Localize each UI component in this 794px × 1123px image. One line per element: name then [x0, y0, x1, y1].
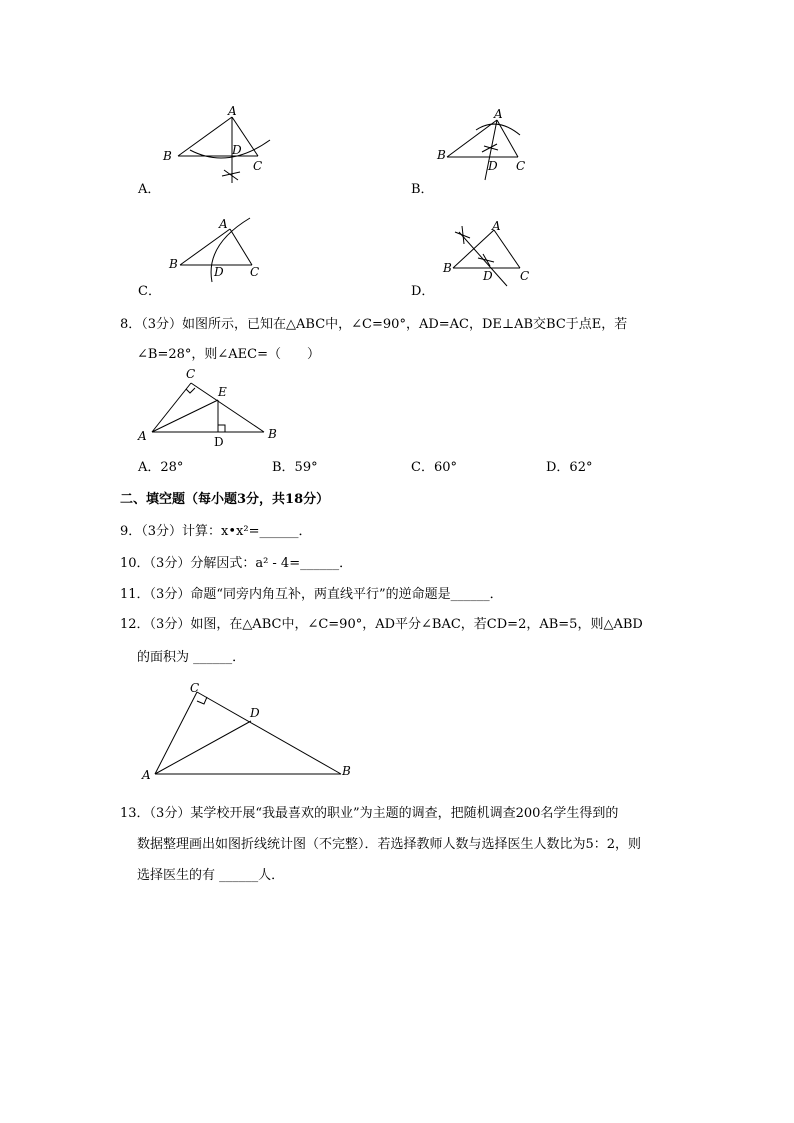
- label-c: C: [186, 367, 196, 381]
- label-d: D: [483, 269, 493, 283]
- option-a-label: A．: [138, 182, 161, 197]
- label-e: E: [218, 385, 227, 399]
- label-a: A: [138, 429, 147, 443]
- label-d: D: [214, 265, 224, 279]
- label-c: C: [520, 269, 530, 283]
- label-a: A: [219, 217, 228, 231]
- option-b-label: B．: [411, 182, 434, 197]
- label-b: B: [169, 257, 178, 271]
- figure-q8: [152, 383, 264, 432]
- q8-choice-b: B．59°: [272, 460, 318, 475]
- label-b: B: [268, 427, 277, 441]
- label-c: C: [250, 265, 260, 279]
- figure-q12: [155, 692, 341, 774]
- label-d: D: [488, 159, 498, 173]
- label-b: B: [443, 261, 452, 275]
- section-title: 二、填空题（每小题3分，共18分）: [120, 492, 330, 507]
- label-c: C: [253, 159, 263, 173]
- label-b: B: [437, 148, 446, 162]
- option-d-label: D．: [411, 284, 435, 299]
- label-a: A: [494, 107, 503, 121]
- q13-text-line2: 数据整理画出如图折线统计图（不完整）．若选择教师人数与选择医生人数比为5：2，则: [137, 837, 642, 852]
- label-b: B: [342, 764, 351, 778]
- label-d: D: [232, 143, 242, 157]
- label-c: C: [190, 681, 200, 695]
- label-b: B: [163, 149, 172, 163]
- q13-text-line3: 选择医生的有 ______人．: [137, 868, 285, 883]
- q8-choice-c: C．60°: [411, 460, 457, 475]
- q8-choice-a: A．28°: [138, 460, 184, 475]
- q13-text-line1: 13．（3分）某学校开展“我最喜欢的职业”为主题的调查，把随机调查200名学生得到的: [120, 806, 619, 821]
- label-d: D: [250, 706, 260, 720]
- option-c-label: C．: [138, 284, 161, 299]
- figure-option-b: [447, 120, 520, 180]
- q8-choice-d: D．62°: [546, 460, 593, 475]
- q12-text-line2: 的面积为 ______．: [137, 650, 246, 665]
- label-a: A: [142, 768, 151, 782]
- q12-text-line1: 12．（3分）如图，在△ABC中，∠C=90°，AD平分∠BAC，若CD=2，AB=5，则△ABD: [120, 617, 643, 632]
- q8-text-line2: ∠B=28°，则∠AEC=（ ）: [137, 347, 320, 362]
- figure-option-a: [178, 117, 270, 183]
- label-c: C: [516, 159, 526, 173]
- q8-text-line1: 8．（3分）如图所示，已知在△ABC中，∠C=90°，AD=AC，DE⊥AB交BC于点E，若: [120, 317, 628, 332]
- label-d: D: [214, 435, 224, 449]
- label-a: A: [492, 219, 501, 233]
- q9-text: 9．（3分）计算：x•x²=______．: [120, 524, 312, 539]
- label-a: A: [228, 104, 237, 118]
- q11-text: 11．（3分）命题“同旁内角互补，两直线平行”的逆命题是______．: [120, 587, 503, 602]
- q10-text: 10．（3分）分解因式：a² - 4=______．: [120, 556, 353, 571]
